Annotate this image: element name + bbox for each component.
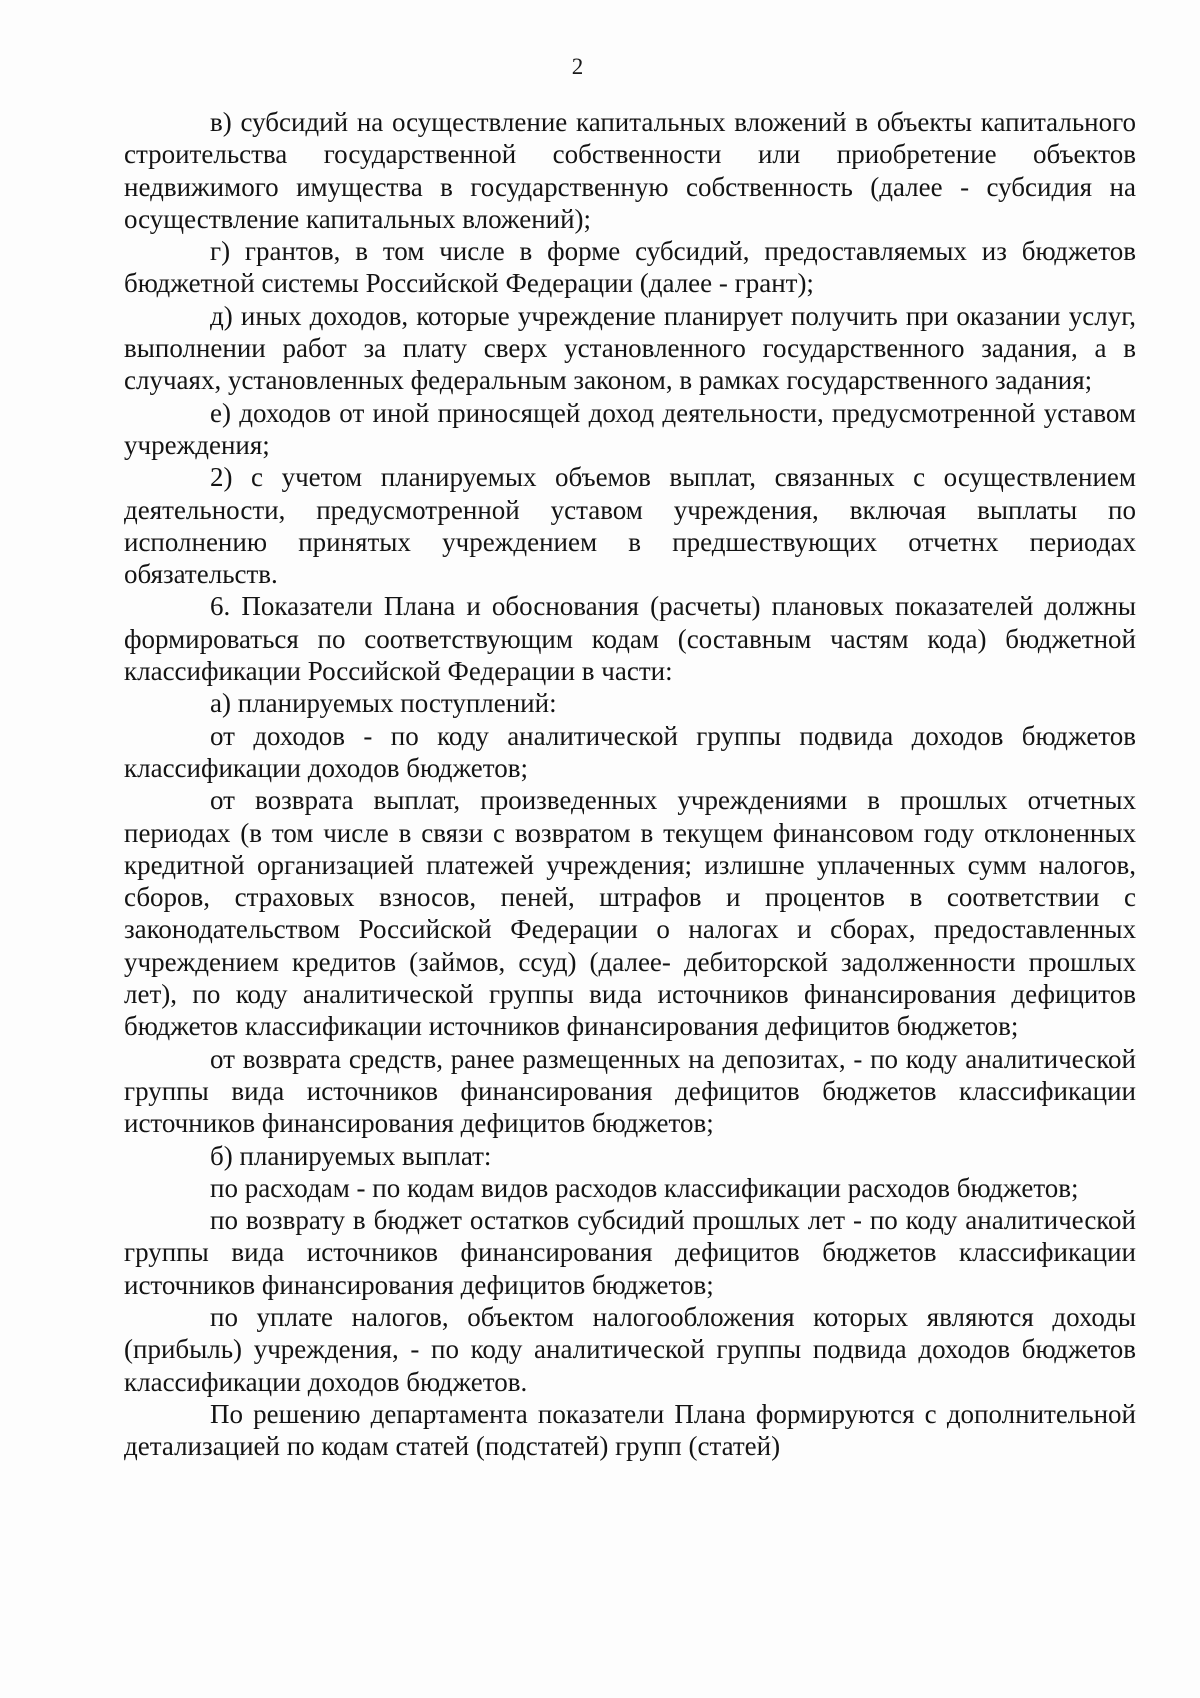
- paragraph-income-activity: е) доходов от иной приносящей доход деятельности, предусмотренной уставом учреждения;: [124, 397, 1136, 460]
- paragraph-planned-expenses: б) планируемых выплат:: [210, 1140, 492, 1171]
- paragraph-from-income: от доходов - по коду аналитической группы подвида доходов бюджетов классификации доходов бюджетов;: [124, 720, 1136, 783]
- paragraph-section-6: 6. Показатели Плана и обоснования (расчеты) плановых показателей должны формироваться по соответствующим кодам (составным частям кода) бюджетной классификации Российской Федерации в части:: [124, 591, 1136, 687]
- paragraph-department-decision: По решению департамента показатели Плана формируются с дополнительной детализацией по кодам статей (подстатей) групп (статей): [124, 1398, 1136, 1462]
- paragraph-refund-payments: от возврата выплат, произведенных учреждениями в прошлых отчетных периодах (в том числе в связи с возвратом в текущем финансовом году отклоненных кредитной организацией платежей учреждения; излишне уплаченных сумм налогов, сборов, страховых взносов, пеней, штрафов и процентов в соответствии с законодательством Российской Федерации о налогах и сборах, предоставленных учреждением кредитов (займов, ссуд) (далее- дебиторской задолженности прошлых лет), по коду аналитической группы вида источников финансирования дефицитов бюджетов классификации источников финансирования дефицитов бюджетов;: [124, 785, 1136, 1042]
- paragraph-deposit-refund: от возврата средств, ранее размещенных на депозитах, - по коду аналитической группы вида источников финансирования дефицитов бюджетов классификации источников финансирования дефицитов бюджетов;: [124, 1043, 1136, 1139]
- page-number: 2: [571, 54, 584, 79]
- paragraph-grants: г) грантов, в том числе в форме субсидий, предоставляемых из бюджетов бюджетной системы Российской Федерации (далее - грант);: [124, 236, 1136, 299]
- document-body: [124, 106, 1136, 1462]
- paragraph-planned-payments: 2) с учетом планируемых объемов выплат, связанных с осуществлением деятельности, предусмотренной уставом учреждения, включая выплаты по исполнению принятых учреждением в предшествующих отчетнх периодах обязательств.: [124, 462, 1136, 590]
- paragraph-expenses-codes: по расходам - по кодам видов расходов классификации расходов бюджетов;: [210, 1172, 1079, 1203]
- paragraph-subsidy-return: по возврату в бюджет остатков субсидий прошлых лет - по коду аналитической группы вида источников финансирования дефицитов бюджетов классификации источников финансирования дефицитов бюджетов;: [124, 1205, 1136, 1300]
- paragraph-tax-payment: по уплате налогов, объектом налогообложения которых являются доходы (прибыль) учреждения, - по коду аналитической группы подвида доходов бюджетов классификации доходов бюджетов.: [124, 1301, 1136, 1397]
- paragraph-planned-receipts: а) планируемых поступлений:: [210, 688, 557, 719]
- paragraph-subsidies-capital: в) субсидий на осуществление капитальных вложений в объекты капитального строительства государственной собственности или приобретение объектов недвижимого имущества в государственную собственность (далее - субсидия на осуществление капитальных вложений);: [124, 107, 1136, 234]
- paragraph-other-income: д) иных доходов, которые учреждение планирует получить при оказании услуг, выполнении работ за плату сверх установленного государственного задания, а в случаях, установленных федеральным законом, в рамках государственного задания;: [124, 300, 1136, 396]
